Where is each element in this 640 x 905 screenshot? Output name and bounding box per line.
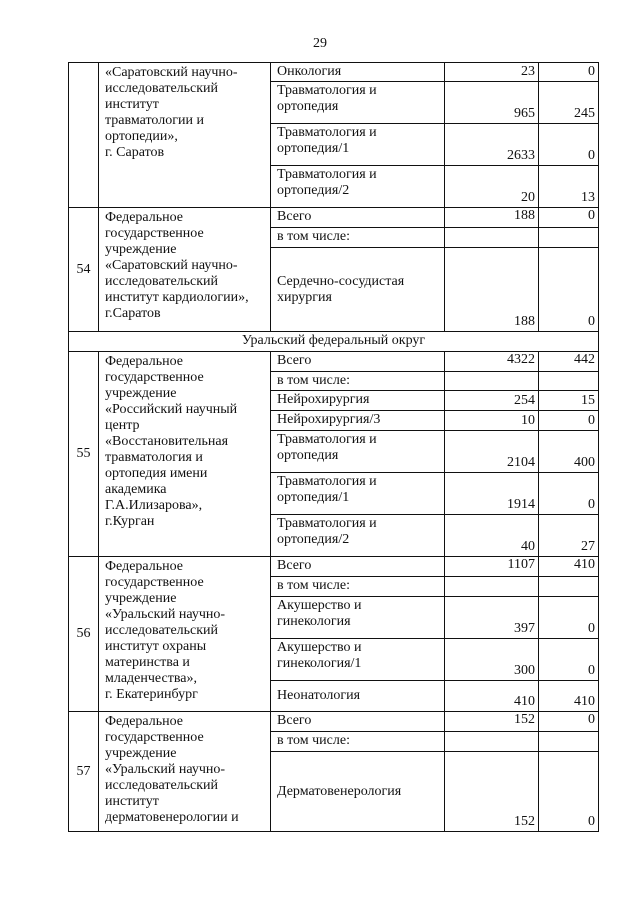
org-name-cell — [99, 557, 271, 712]
value-cell: 410 — [445, 681, 539, 712]
including-label: в том числе: — [271, 372, 445, 391]
value-cell: 0 — [539, 752, 599, 832]
profile-line: ортопедия — [277, 99, 339, 114]
table-row — [69, 208, 599, 228]
org-name-line: «Российский научный — [105, 402, 238, 417]
org-name-line: младенчества», — [105, 671, 197, 686]
empty-cell — [539, 372, 599, 391]
value-cell: 152 — [445, 752, 539, 832]
org-name-line: травматология и — [105, 450, 203, 465]
profile-line: Нейрохирургия — [277, 392, 370, 407]
empty-cell — [539, 228, 599, 248]
empty-cell — [539, 577, 599, 597]
org-name-line: центр — [105, 418, 140, 433]
org-name-line: г.Курган — [105, 514, 155, 529]
value-cell: 397 — [445, 597, 539, 639]
org-name-line: исследовательский — [105, 274, 219, 289]
profile-line: Дерматовенерология — [277, 783, 402, 799]
value-cell: 20 — [445, 166, 539, 208]
profile-cell — [271, 473, 445, 515]
total-value: 152 — [445, 712, 539, 732]
profile-cell — [271, 411, 445, 431]
org-name-line: Федеральное — [105, 354, 184, 369]
org-name-line: Федеральное — [105, 210, 184, 225]
org-number-cell: 55 — [69, 352, 99, 557]
value-cell: 40 — [445, 515, 539, 557]
total-value: 442 — [539, 352, 599, 372]
profile-line: Травматология и — [277, 125, 377, 140]
value-cell: 188 — [445, 248, 539, 332]
profile-line: Травматология и — [277, 474, 377, 489]
including-label: в том числе: — [271, 577, 445, 597]
table-row — [69, 332, 599, 352]
profile-line: ортопедия/2 — [277, 183, 350, 198]
org-name-line: государственное — [105, 730, 204, 745]
including-label: в том числе: — [271, 732, 445, 752]
empty-cell — [445, 732, 539, 752]
total-value: 0 — [539, 712, 599, 732]
org-name-line: институт кардиологии», — [105, 290, 249, 305]
profile-line: Онкология — [277, 64, 342, 79]
profile-cell — [271, 63, 445, 82]
org-name-line: Г.А.Илизарова», — [105, 498, 203, 513]
org-name-line: государственное — [105, 575, 204, 590]
org-name-line: ортопедии», — [105, 129, 178, 144]
profile-line: гинекология — [277, 614, 351, 629]
org-name-cell — [99, 208, 271, 332]
value-cell: 965 — [445, 82, 539, 124]
value-cell: 410 — [539, 681, 599, 712]
profile-line: Сердечно-сосудистая — [277, 273, 405, 289]
value-cell: 13 — [539, 166, 599, 208]
value-cell: 23 — [445, 63, 539, 82]
org-name-line: институт — [105, 97, 159, 112]
org-name-line: «Саратовский научно- — [105, 65, 238, 80]
value-cell: 0 — [539, 597, 599, 639]
profile-line: Травматология и — [277, 516, 377, 531]
empty-cell — [539, 732, 599, 752]
org-name-line: государственное — [105, 226, 204, 241]
profile-cell — [271, 82, 445, 124]
org-name-line: учреждение — [105, 386, 177, 401]
value-cell: 2104 — [445, 431, 539, 473]
profile-cell — [271, 681, 445, 712]
value-cell: 0 — [539, 411, 599, 431]
org-name-line: «Уральский научно- — [105, 607, 226, 622]
table-row — [69, 557, 599, 577]
org-name-line: «Восстановительная — [105, 434, 229, 449]
profile-line: ортопедия/2 — [277, 532, 350, 547]
value-cell: 0 — [539, 639, 599, 681]
beds-table — [68, 62, 599, 832]
value-cell: 10 — [445, 411, 539, 431]
profile-cell — [271, 639, 445, 681]
org-name-line: исследовательский — [105, 81, 219, 96]
profile-line: Травматология и — [277, 432, 377, 447]
org-name-line: г. Екатеринбург — [105, 687, 198, 702]
org-name-line: академика — [105, 482, 167, 497]
table-row — [69, 712, 599, 732]
empty-cell — [445, 372, 539, 391]
org-name-line: «Саратовский научно- — [105, 258, 238, 273]
profile-line: Неонатология — [277, 688, 361, 703]
org-name-line: ортопедия имени — [105, 466, 208, 481]
including-label: в том числе: — [271, 228, 445, 248]
profile-line: хирургия — [277, 289, 332, 305]
profile-cell — [271, 124, 445, 166]
value-cell: 2633 — [445, 124, 539, 166]
org-name-line: исследовательский — [105, 778, 219, 793]
value-cell: 400 — [539, 431, 599, 473]
value-cell: 27 — [539, 515, 599, 557]
profile-cell — [271, 248, 445, 332]
profile-line: Нейрохирургия/3 — [277, 412, 381, 427]
value-cell: 0 — [539, 248, 599, 332]
profile-cell — [271, 752, 445, 832]
profile-line: гинекология/1 — [277, 656, 362, 671]
total-value: 0 — [539, 208, 599, 228]
table-row — [69, 63, 599, 82]
org-name-line: государственное — [105, 370, 204, 385]
profile-line: ортопедия/1 — [277, 141, 350, 156]
profile-cell — [271, 166, 445, 208]
empty-cell — [445, 228, 539, 248]
org-name-line: Федеральное — [105, 714, 184, 729]
org-number-cell: 56 — [69, 557, 99, 712]
org-name-line: г.Саратов — [105, 306, 161, 321]
profile-line: ортопедия — [277, 448, 339, 463]
value-cell: 245 — [539, 82, 599, 124]
org-number-cell: 54 — [69, 208, 99, 332]
table-row — [69, 352, 599, 372]
org-name-line: материнства и — [105, 655, 190, 670]
org-number-cell: 57 — [69, 712, 99, 832]
profile-line: ортопедия/1 — [277, 490, 350, 505]
total-label: Всего — [271, 557, 445, 577]
page-number: 29 — [313, 36, 327, 51]
empty-cell — [445, 577, 539, 597]
profile-line: Травматология и — [277, 167, 377, 182]
org-name-cell — [99, 63, 271, 208]
profile-line: Травматология и — [277, 83, 377, 98]
profile-line: Акушерство и — [277, 598, 362, 613]
value-cell: 0 — [539, 63, 599, 82]
profile-cell — [271, 597, 445, 639]
org-name-cell — [99, 712, 271, 832]
org-name-line: учреждение — [105, 591, 177, 606]
district-header: Уральский федеральный округ — [69, 332, 599, 352]
value-cell: 0 — [539, 124, 599, 166]
org-name-line: дерматовенерологии и — [105, 810, 239, 825]
value-cell: 15 — [539, 391, 599, 411]
profile-cell — [271, 515, 445, 557]
org-name-cell — [99, 352, 271, 557]
value-cell: 300 — [445, 639, 539, 681]
org-name-line: институт — [105, 794, 159, 809]
total-value: 4322 — [445, 352, 539, 372]
total-label: Всего — [271, 352, 445, 372]
total-value: 1107 — [445, 557, 539, 577]
value-cell: 0 — [539, 473, 599, 515]
profile-cell — [271, 431, 445, 473]
org-name-line: г. Саратов — [105, 145, 165, 160]
org-name-line: учреждение — [105, 242, 177, 257]
value-cell: 254 — [445, 391, 539, 411]
org-name-line: институт охраны — [105, 639, 207, 654]
total-value: 410 — [539, 557, 599, 577]
total-label: Всего — [271, 208, 445, 228]
org-number-cell — [69, 63, 99, 208]
org-name-line: исследовательский — [105, 623, 219, 638]
profile-cell — [271, 391, 445, 411]
value-cell: 1914 — [445, 473, 539, 515]
profile-line: Акушерство и — [277, 640, 362, 655]
org-name-line: травматологии и — [105, 113, 204, 128]
total-label: Всего — [271, 712, 445, 732]
org-name-line: «Уральский научно- — [105, 762, 226, 777]
org-name-line: учреждение — [105, 746, 177, 761]
total-value: 188 — [445, 208, 539, 228]
org-name-line: Федеральное — [105, 559, 184, 574]
